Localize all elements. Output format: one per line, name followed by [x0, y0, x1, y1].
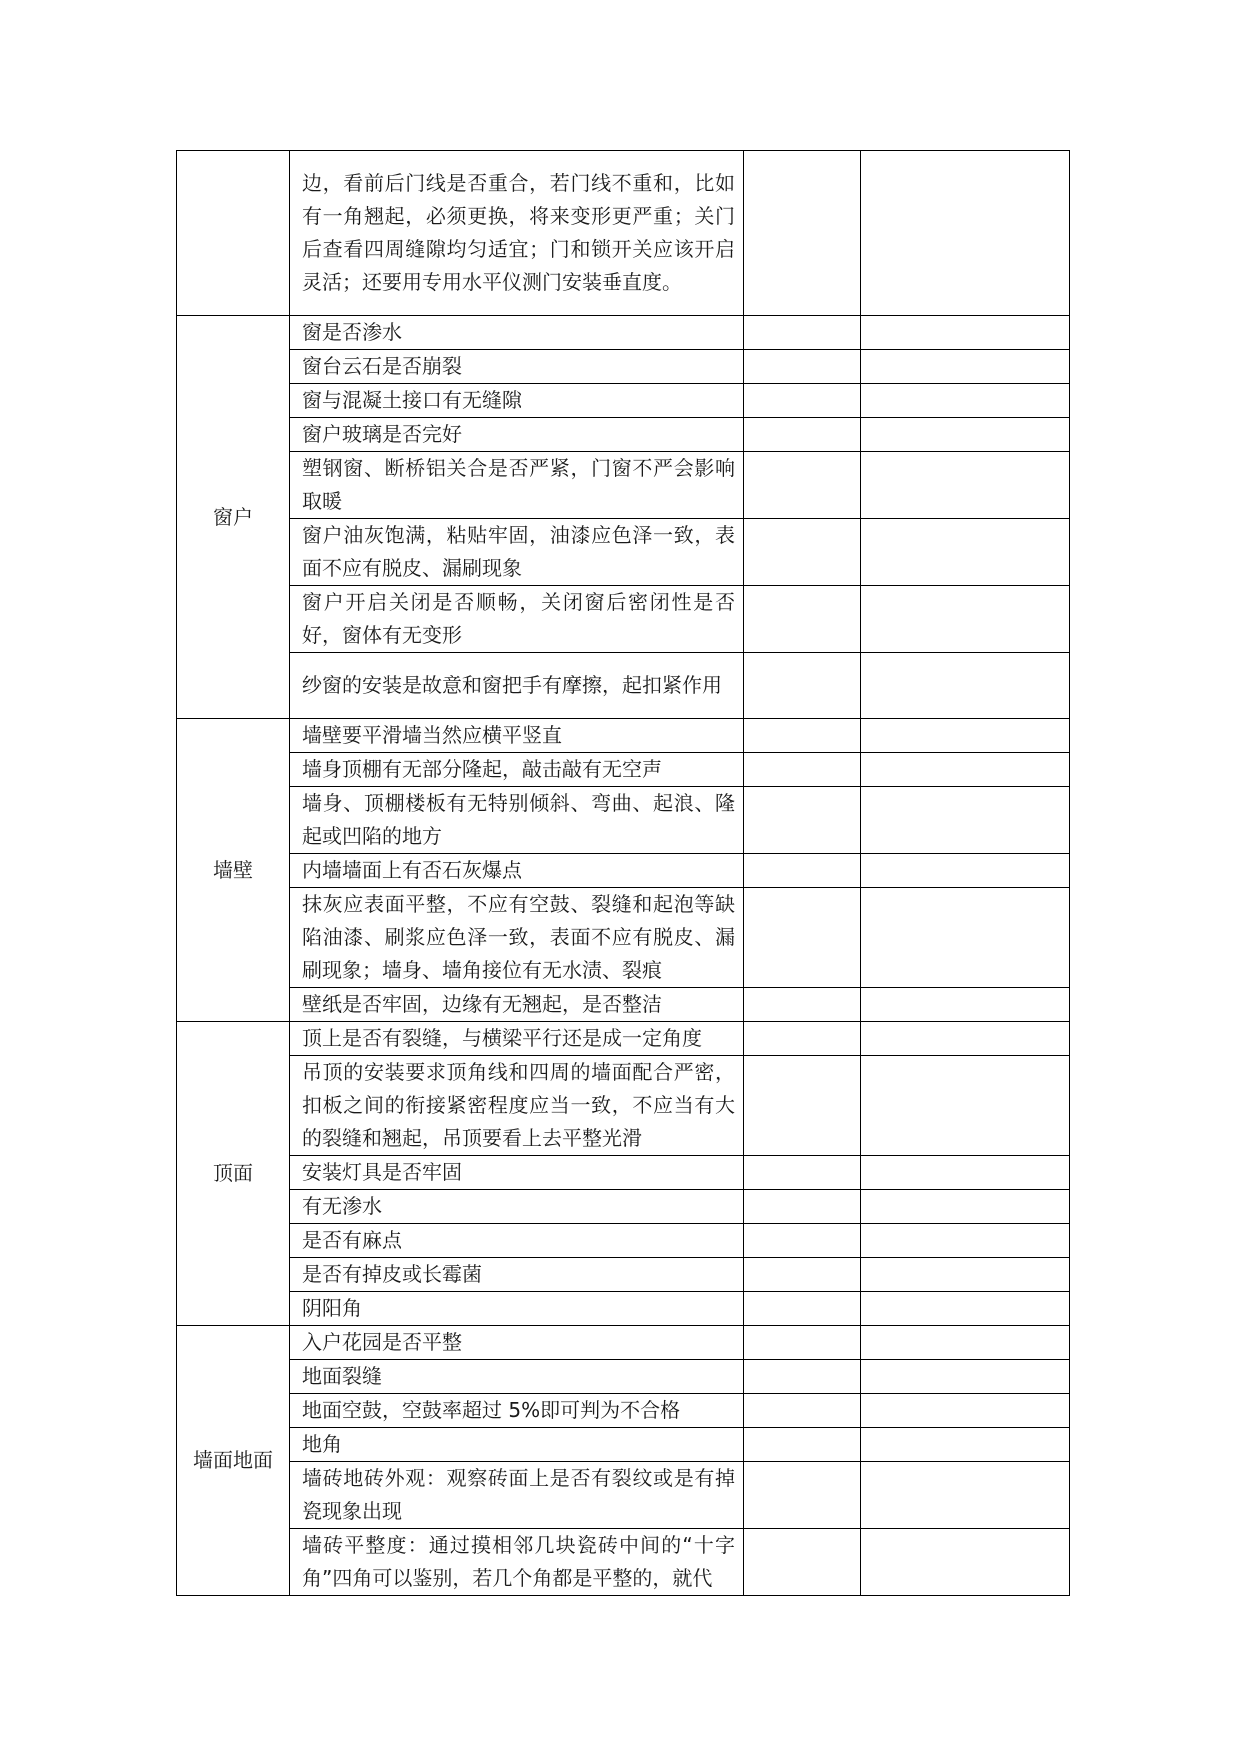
remarks-cell[interactable]: [861, 1156, 1070, 1190]
check-item-text: 窗户开启关闭是否顺畅，关闭窗后密闭性是否好，窗体有无变形: [302, 590, 735, 647]
check-item-cell: [290, 1326, 744, 1360]
check-item-cell: [290, 653, 744, 719]
table-row: [177, 719, 1070, 753]
result-cell[interactable]: [744, 988, 861, 1022]
remarks-cell[interactable]: [861, 888, 1070, 988]
table-row: [177, 888, 1070, 988]
check-item-cell: [290, 519, 744, 586]
remarks-cell[interactable]: [861, 787, 1070, 854]
check-item-cell: [290, 854, 744, 888]
check-item-text: 墙身顶棚有无部分隆起，敲击敲有无空声: [302, 757, 662, 781]
check-item-text: 墙砖地砖外观：观察砖面上是否有裂纹或是有掉瓷现象出现: [302, 1466, 735, 1523]
check-item-text: 窗户玻璃是否完好: [302, 422, 462, 446]
check-item-text: 窗是否渗水: [302, 320, 402, 344]
category-cell: 顶面: [177, 1022, 290, 1326]
result-cell[interactable]: [744, 1156, 861, 1190]
check-item-text: 壁纸是否牢固，边缘有无翘起，是否整洁: [302, 992, 662, 1016]
remarks-cell[interactable]: [861, 1258, 1070, 1292]
check-item-text: 地角: [302, 1432, 342, 1456]
check-item-cell: [290, 753, 744, 787]
check-item-text: 内墙墙面上有否石灰爆点: [302, 858, 522, 882]
result-cell[interactable]: [744, 151, 861, 316]
table-row: [177, 350, 1070, 384]
table-row: [177, 787, 1070, 854]
category-cell: 墙面地面: [177, 1326, 290, 1596]
check-item-text: 地面空鼓，空鼓率超过 5%即可判为不合格: [302, 1398, 681, 1422]
check-item-text: 墙壁要平滑墙当然应横平竖直: [302, 723, 562, 747]
check-item-cell: [290, 1190, 744, 1224]
remarks-cell[interactable]: [861, 1022, 1070, 1056]
remarks-cell[interactable]: [861, 418, 1070, 452]
table-row: [177, 1258, 1070, 1292]
check-item-text: 窗与混凝土接口有无缝隙: [302, 388, 522, 412]
check-item-cell: [290, 1056, 744, 1156]
result-cell[interactable]: [744, 1224, 861, 1258]
check-item-cell: [290, 418, 744, 452]
result-cell[interactable]: [744, 452, 861, 519]
result-cell[interactable]: [744, 384, 861, 418]
result-cell[interactable]: [744, 519, 861, 586]
result-cell[interactable]: [744, 1292, 861, 1326]
check-item-cell: [290, 1258, 744, 1292]
check-item-cell: [290, 350, 744, 384]
inspection-checklist-table: [176, 150, 1070, 1596]
remarks-cell[interactable]: [861, 1190, 1070, 1224]
check-item-cell: [290, 1224, 744, 1258]
remarks-cell[interactable]: [861, 719, 1070, 753]
table-row: [177, 1156, 1070, 1190]
table-row: [177, 586, 1070, 653]
result-cell[interactable]: [744, 753, 861, 787]
check-item-text: 有无渗水: [302, 1194, 382, 1218]
category-cell: 墙壁: [177, 719, 290, 1022]
table-row: [177, 1462, 1070, 1529]
remarks-cell[interactable]: [861, 1224, 1070, 1258]
result-cell[interactable]: [744, 787, 861, 854]
check-item-text: 抹灰应表面平整，不应有空鼓、裂缝和起泡等缺陷油漆、刷浆应色泽一致，表面不应有脱皮、漏刷现象；墙身、墙角接位有无水渍、裂痕: [302, 892, 735, 982]
remarks-cell[interactable]: [861, 151, 1070, 316]
remarks-cell[interactable]: [861, 519, 1070, 586]
check-item-cell: [290, 1156, 744, 1190]
table-row: [177, 1056, 1070, 1156]
result-cell[interactable]: [744, 1360, 861, 1394]
table-row: [177, 1326, 1070, 1360]
table-row: [177, 1428, 1070, 1462]
check-item-cell: [290, 1360, 744, 1394]
check-item-text: 安装灯具是否牢固: [302, 1160, 462, 1184]
check-item-text: 窗户油灰饱满，粘贴牢固，油漆应色泽一致，表面不应有脱皮、漏刷现象: [302, 523, 735, 580]
remarks-cell[interactable]: [861, 586, 1070, 653]
check-item-cell: [290, 151, 744, 316]
result-cell[interactable]: [744, 316, 861, 350]
check-item-text: 入户花园是否平整: [302, 1330, 462, 1354]
check-item-cell: [290, 787, 744, 854]
check-item-cell: [290, 452, 744, 519]
check-item-cell: [290, 988, 744, 1022]
result-cell[interactable]: [744, 586, 861, 653]
remarks-cell[interactable]: [861, 854, 1070, 888]
remarks-cell[interactable]: [861, 1529, 1070, 1596]
result-cell[interactable]: [744, 1394, 861, 1428]
table-row: [177, 653, 1070, 719]
table-row: [177, 1022, 1070, 1056]
check-item-text: 吊顶的安装要求顶角线和四周的墙面配合严密，扣板之间的衔接紧密程度应当一致，不应当有大的裂缝和翘起，吊顶要看上去平整光滑: [302, 1060, 735, 1150]
remarks-cell[interactable]: [861, 753, 1070, 787]
check-item-cell: [290, 1394, 744, 1428]
result-cell[interactable]: [744, 1190, 861, 1224]
check-item-text: 阴阳角: [302, 1296, 362, 1320]
table-row: [177, 418, 1070, 452]
table-row: [177, 1224, 1070, 1258]
check-item-cell: [290, 719, 744, 753]
result-cell[interactable]: [744, 1022, 861, 1056]
category-cell: 窗户: [177, 316, 290, 719]
table-row: [177, 1360, 1070, 1394]
result-cell[interactable]: [744, 854, 861, 888]
checklist-body: [177, 151, 1070, 1596]
remarks-cell[interactable]: [861, 1428, 1070, 1462]
check-item-text: 是否有掉皮或长霉菌: [302, 1262, 482, 1286]
result-cell[interactable]: [744, 350, 861, 384]
check-item-cell: [290, 1428, 744, 1462]
table-row: [177, 316, 1070, 350]
check-item-text: 墙砖平整度：通过摸相邻几块瓷砖中间的“十字角”四角可以鉴别，若几个角都是平整的，就代: [302, 1533, 735, 1590]
check-item-text: 纱窗的安装是故意和窗把手有摩擦，起扣紧作用: [302, 673, 722, 697]
table-row: [177, 988, 1070, 1022]
remarks-cell[interactable]: [861, 1394, 1070, 1428]
check-item-text: 边，看前后门线是否重合，若门线不重和，比如有一角翘起，必须更换，将来变形更严重；关门后查看四周缝隙均匀适宜；门和锁开关应该开启灵活；还要用专用水平仪测门安装垂直度。: [302, 171, 735, 294]
table-row: [177, 1394, 1070, 1428]
check-item-text: 地面裂缝: [302, 1364, 382, 1388]
table-row: [177, 1292, 1070, 1326]
remarks-cell[interactable]: [861, 1462, 1070, 1529]
table-row: [177, 753, 1070, 787]
table-row: [177, 384, 1070, 418]
remarks-cell[interactable]: [861, 350, 1070, 384]
check-item-cell: [290, 586, 744, 653]
remarks-cell[interactable]: [861, 452, 1070, 519]
table-row: [177, 1529, 1070, 1596]
result-cell[interactable]: [744, 1056, 861, 1156]
check-item-cell: [290, 1292, 744, 1326]
remarks-cell[interactable]: [861, 1292, 1070, 1326]
remarks-cell[interactable]: [861, 1056, 1070, 1156]
remarks-cell[interactable]: [861, 316, 1070, 350]
check-item-cell: [290, 1022, 744, 1056]
table-row: [177, 519, 1070, 586]
check-item-text: 是否有麻点: [302, 1228, 402, 1252]
table-row: [177, 151, 1070, 316]
check-item-text: 墙身、顶棚楼板有无特别倾斜、弯曲、起浪、隆起或凹陷的地方: [302, 791, 735, 848]
check-item-text: 塑钢窗、断桥铝关合是否严紧，门窗不严会影响取暖: [302, 456, 735, 513]
remarks-cell[interactable]: [861, 384, 1070, 418]
result-cell[interactable]: [744, 888, 861, 988]
category-cell: [177, 151, 290, 316]
check-item-cell: [290, 384, 744, 418]
remarks-cell[interactable]: [861, 1360, 1070, 1394]
remarks-cell[interactable]: [861, 1326, 1070, 1360]
check-item-cell: [290, 1462, 744, 1529]
result-cell[interactable]: [744, 1428, 861, 1462]
table-row: [177, 1190, 1070, 1224]
result-cell[interactable]: [744, 1529, 861, 1596]
result-cell[interactable]: [744, 1326, 861, 1360]
check-item-cell: [290, 1529, 744, 1596]
table-row: [177, 452, 1070, 519]
result-cell[interactable]: [744, 719, 861, 753]
result-cell[interactable]: [744, 653, 861, 719]
check-item-text: 窗台云石是否崩裂: [302, 354, 462, 378]
remarks-cell[interactable]: [861, 653, 1070, 719]
check-item-cell: [290, 316, 744, 350]
check-item-text: 顶上是否有裂缝，与横梁平行还是成一定角度: [302, 1026, 702, 1050]
table-row: [177, 854, 1070, 888]
check-item-cell: [290, 888, 744, 988]
remarks-cell[interactable]: [861, 988, 1070, 1022]
result-cell[interactable]: [744, 418, 861, 452]
result-cell[interactable]: [744, 1258, 861, 1292]
result-cell[interactable]: [744, 1462, 861, 1529]
